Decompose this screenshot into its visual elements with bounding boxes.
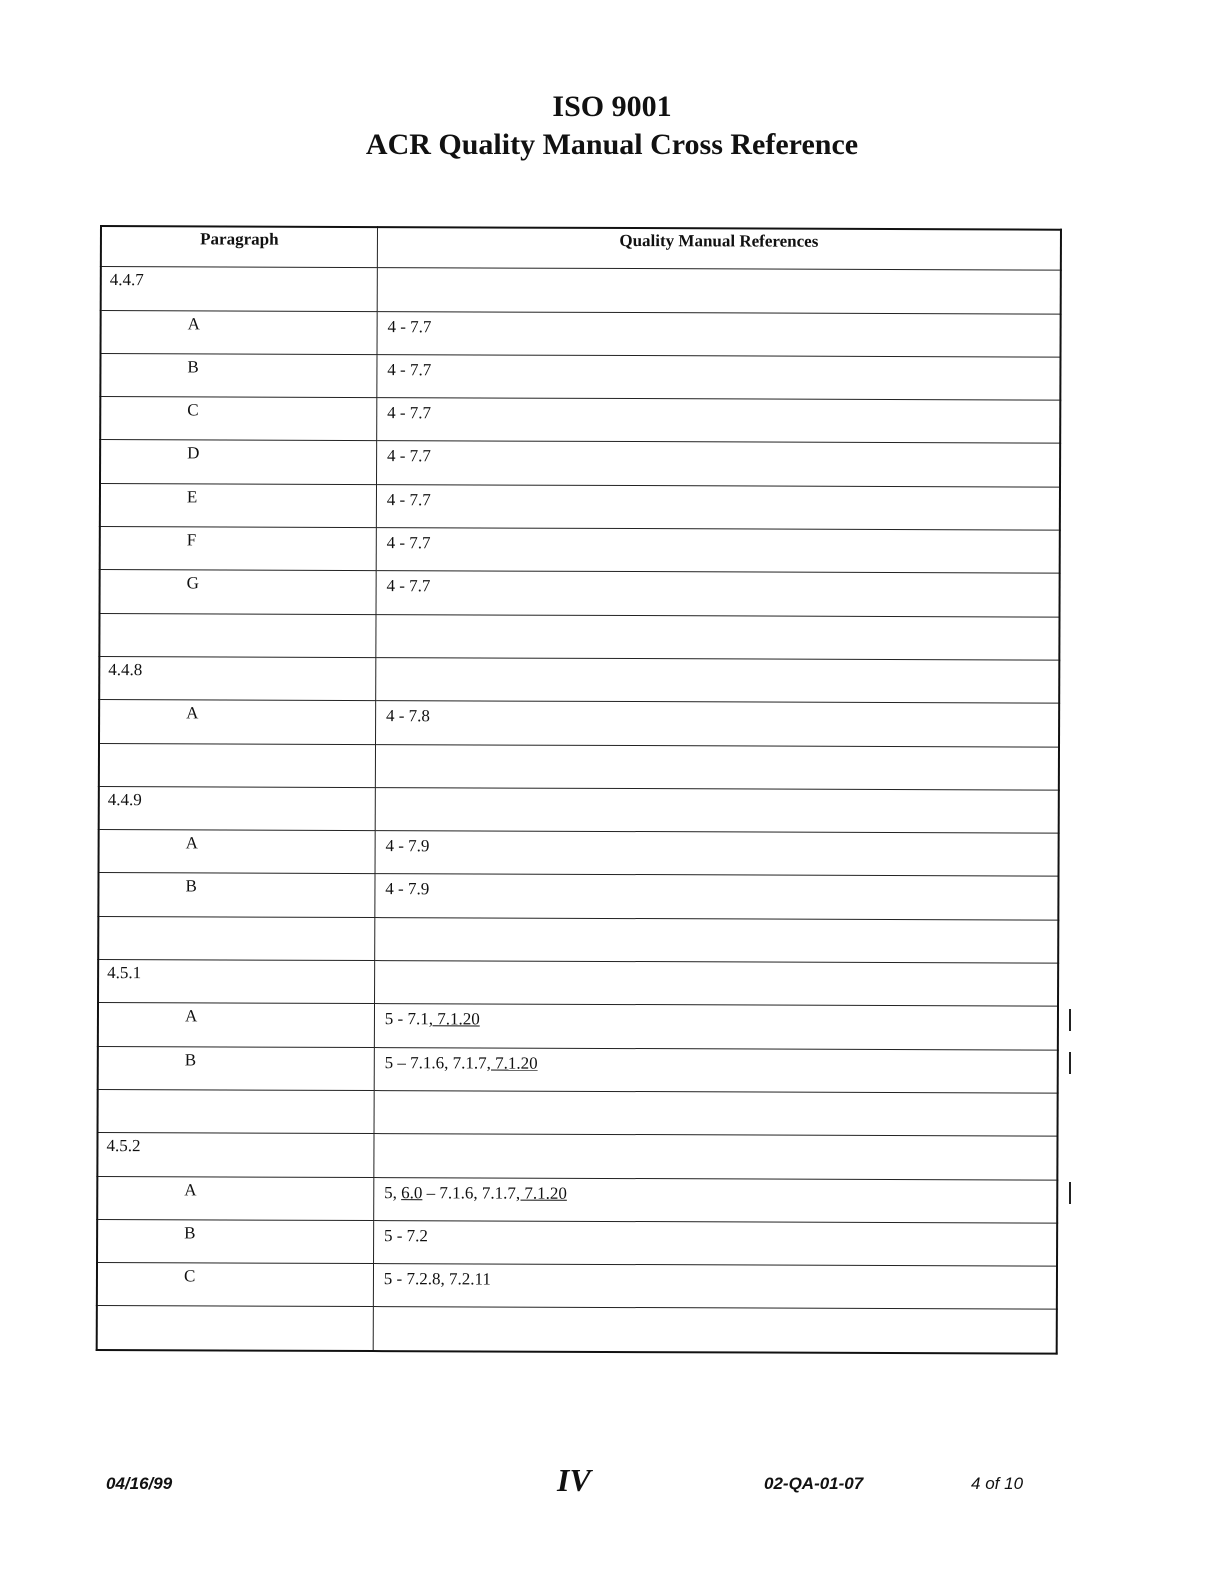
- reference-cell: [374, 1090, 1058, 1136]
- reference-cell: [374, 961, 1058, 1007]
- reference-cell: [374, 1177, 1058, 1223]
- paragraph-subitem-cell: F: [100, 527, 377, 571]
- reference-cell: [374, 1047, 1058, 1093]
- paragraph-subitem-cell: A: [98, 1003, 375, 1047]
- table-row: [100, 440, 1060, 487]
- reference-cell: [374, 1004, 1058, 1050]
- document-title: [0, 88, 1224, 164]
- reference-text: 4 - 7.7: [387, 403, 432, 423]
- reference-text: 5 - 7.2.8, 7.2.11: [383, 1269, 491, 1289]
- reference-cell: [373, 1264, 1057, 1310]
- table-row: [98, 916, 1058, 963]
- table-row: [101, 267, 1061, 314]
- paragraph-subitem-cell: E: [100, 483, 377, 527]
- table-row: [99, 743, 1059, 790]
- reference-revised-text: , 7.1.20: [428, 1009, 480, 1029]
- paragraph-group-cell: 4.5.1: [98, 960, 375, 1004]
- paragraph-subitem-cell: G: [100, 570, 377, 614]
- paragraph-subitem-cell: B: [97, 1219, 374, 1263]
- table-row: [98, 960, 1058, 1007]
- paragraph-subitem-cell: A: [99, 830, 376, 874]
- reference-cell: [375, 787, 1059, 833]
- reference-cell: [377, 311, 1061, 357]
- reference-text: – 7.1.6, 7.1.7: [422, 1182, 516, 1203]
- table-row: [97, 1219, 1057, 1266]
- blank-cell: [98, 1089, 375, 1133]
- footer-page-number: [971, 1474, 1023, 1494]
- reference-revised-text: , 7.1.20: [486, 1053, 538, 1073]
- blank-cell: [97, 1306, 374, 1351]
- paragraph-group-cell: 4.5.2: [97, 1133, 374, 1177]
- table-row: [97, 1176, 1057, 1223]
- reference-text: 5,: [384, 1182, 402, 1202]
- reference-text: 4 - 7.7: [387, 316, 432, 336]
- table-row: [99, 656, 1059, 703]
- table-row: [99, 830, 1059, 877]
- page-of: of: [985, 1474, 1000, 1493]
- reference-cell: [376, 658, 1060, 704]
- reference-cell: [377, 398, 1061, 444]
- reference-text: 5 – 7.1.6, 7.1.7: [384, 1052, 487, 1073]
- reference-cell: [375, 917, 1059, 963]
- table-row: [100, 527, 1060, 574]
- paragraph-column-header: Paragraph: [101, 226, 378, 268]
- paragraph-subitem-cell: B: [100, 353, 377, 397]
- paragraph-subitem-cell: A: [99, 700, 376, 744]
- title-line-2: ACR Quality Manual Cross Reference: [365, 128, 859, 161]
- reference-text: 4 - 7.7: [386, 533, 431, 553]
- blank-cell: [99, 743, 376, 787]
- reference-text: 4 - 7.8: [385, 706, 430, 726]
- paragraph-subitem-cell: A: [97, 1176, 374, 1220]
- reference-cell: [376, 441, 1060, 487]
- table-row: [97, 1306, 1057, 1353]
- reference-cell: [375, 701, 1059, 747]
- table-row: [98, 1046, 1058, 1093]
- reference-text: 5 - 7.2: [383, 1225, 428, 1246]
- footer-document-number: 02-QA-01-07: [764, 1474, 864, 1493]
- blank-cell: [98, 916, 375, 960]
- page-current: 4: [971, 1474, 981, 1493]
- paragraph-subitem-cell: C: [97, 1263, 374, 1307]
- table-row: [101, 310, 1061, 357]
- reference-cell: [376, 614, 1060, 660]
- footer-revision: IV: [557, 1462, 591, 1498]
- table-header-row: [101, 226, 1061, 270]
- reference-cell: [376, 484, 1060, 530]
- reference-cell: [373, 1307, 1057, 1353]
- page-total: 10: [1004, 1474, 1024, 1493]
- references-column-header: Quality Manual References: [377, 227, 1061, 270]
- paragraph-subitem-cell: B: [98, 1046, 375, 1090]
- reference-cell: [374, 1134, 1058, 1180]
- reference-text: 4 - 7.7: [386, 576, 431, 596]
- cross-reference-table: [96, 225, 1062, 1354]
- table-body: [97, 267, 1061, 1354]
- footer-date: 04/16/99: [106, 1474, 173, 1493]
- reference-cell: [375, 744, 1059, 790]
- table-row: [97, 1263, 1057, 1310]
- reference-revised-text: , 7.1.20: [515, 1183, 567, 1203]
- paragraph-subitem-cell: C: [100, 397, 377, 441]
- paragraph-group-cell: 4.4.9: [99, 786, 376, 830]
- change-bar: [1069, 1009, 1071, 1031]
- reference-cell: [377, 354, 1061, 400]
- table-row: [99, 700, 1059, 747]
- table-row: [98, 1003, 1058, 1050]
- reference-text: 4 - 7.7: [386, 489, 431, 510]
- reference-text: 5 - 7.1: [384, 1009, 429, 1029]
- table-row: [99, 786, 1059, 833]
- paragraph-subitem-cell: A: [101, 310, 378, 354]
- table-row: [98, 1089, 1058, 1136]
- reference-cell: [377, 268, 1061, 314]
- table-row: [100, 353, 1060, 400]
- table-row: [97, 1133, 1057, 1180]
- paragraph-group-cell: 4.4.8: [99, 656, 376, 700]
- table-row: [100, 570, 1060, 617]
- reference-cell: [376, 528, 1060, 574]
- table-row: [99, 613, 1059, 660]
- reference-text: 4 - 7.7: [387, 359, 432, 380]
- reference-revised-text: 6.0: [401, 1182, 423, 1202]
- paragraph-subitem-cell: D: [100, 440, 377, 484]
- title-line-1: ISO 9001: [552, 90, 672, 123]
- paragraph-subitem-cell: B: [98, 873, 375, 917]
- reference-cell: [373, 1220, 1057, 1266]
- table-row: [100, 483, 1060, 530]
- reference-text: 4 - 7.9: [385, 836, 430, 856]
- paragraph-group-cell: 4.4.7: [101, 267, 378, 311]
- reference-cell: [375, 874, 1059, 920]
- change-bar: [1069, 1182, 1071, 1204]
- reference-cell: [376, 571, 1060, 617]
- reference-text: 4 - 7.9: [385, 879, 430, 899]
- table-row: [98, 873, 1058, 920]
- reference-text: 4 - 7.7: [386, 446, 431, 466]
- reference-cell: [375, 831, 1059, 877]
- table-row: [100, 397, 1060, 444]
- change-bar: [1069, 1052, 1071, 1074]
- blank-cell: [99, 613, 376, 657]
